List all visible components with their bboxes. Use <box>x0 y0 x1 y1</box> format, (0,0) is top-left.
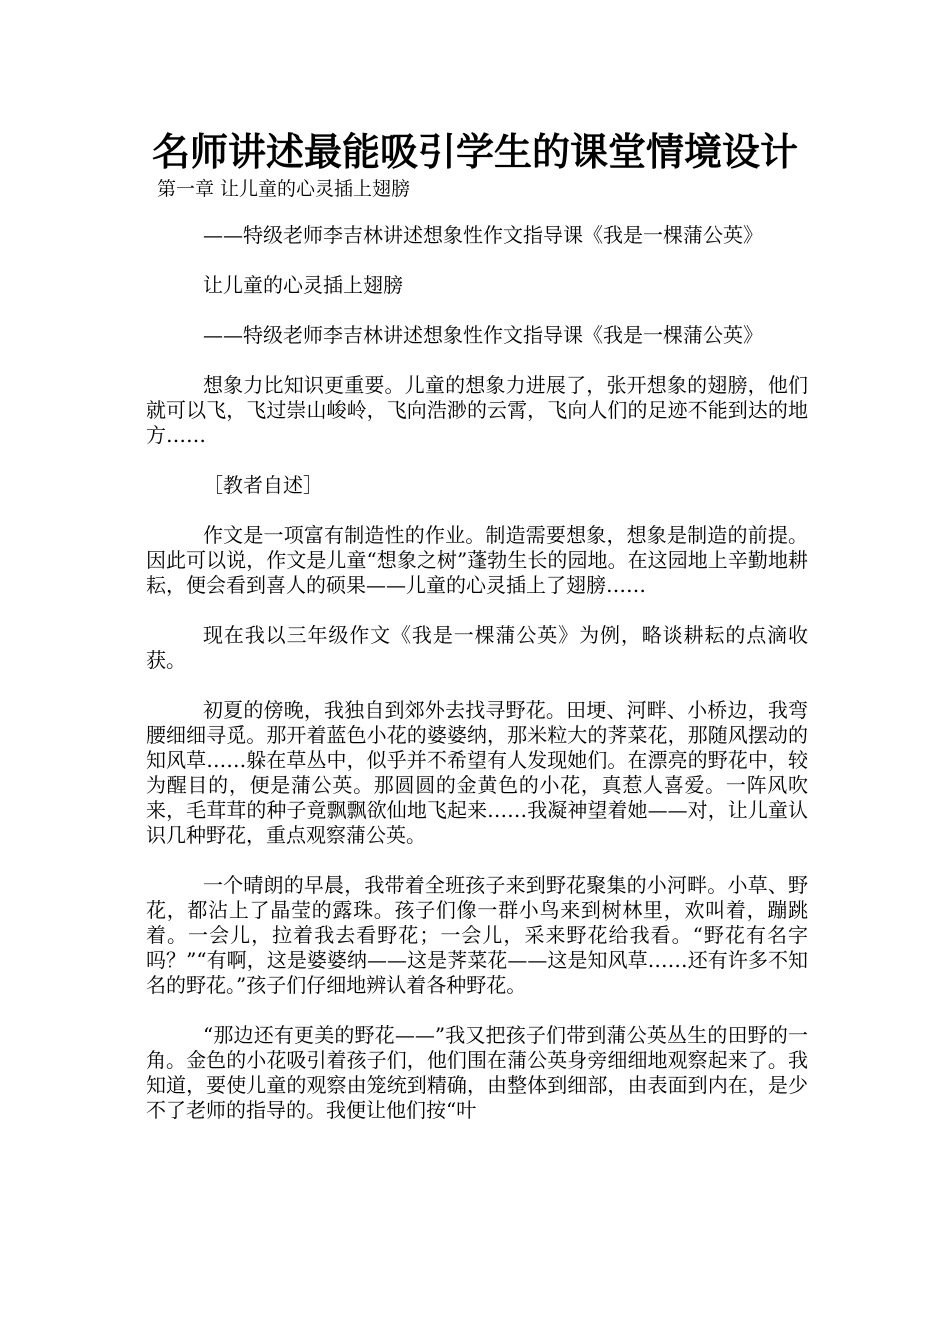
paragraph-body: “那边还有更美的野花——”我又把孩子们带到蒲公英丛生的田野的一角。金色的小花吸引着孩子们，他们围在蒲公英身旁细细地观察起来了。我知道，要使儿童的观察由笼统到精确，由整体到细部，由表面到内在，是少不了老师的指导的。我便让他们按“叶 <box>146 1023 808 1122</box>
document-title: 名师讲述最能吸引学生的课堂情境设计 <box>151 129 798 174</box>
paragraph-intro: 想象力比知识更重要。儿童的想象力进展了，张开想象的翅膀，他们就可以飞，飞过崇山峻岭，飞向浩渺的云霄，飞向人们的足迹不能到达的地方…… <box>146 373 808 447</box>
paragraph-subtitle-repeat: ——特级老师李吉林讲述想象性作文指导课《我是一棵蒲公英》 <box>203 323 763 347</box>
paragraph-body: 作文是一项富有制造性的作业。制造需要想象，想象是制造的前提。因此可以说，作文是儿童“想象之树”蓬勃生长的园地。在这园地上辛勤地耕耘，便会看到喜人的硕果——儿童的心灵插上了翅膀…… <box>146 523 808 597</box>
paragraph-subtitle: ——特级老师李吉林讲述想象性作文指导课《我是一棵蒲公英》 <box>203 223 763 247</box>
paragraph-body: 初夏的傍晚，我独自到郊外去找寻野花。田埂、河畔、小桥边，我弯腰细细寻觅。那开着蓝色小花的婆婆纳，那米粒大的荠菜花，那随风摆动的知风草……躲在草丛中，似乎并不希望有人发现她们。在漂亮的野花中，较为醒目的，便是蒲公英。那圆圆的金黄色的小花，真惹人喜爱。一阵风吹来，毛茸茸的种子竟飘飘欲仙地飞起来……我凝神望着她——对，让儿童认识几种野花，重点观察蒲公英。 <box>146 698 808 847</box>
paragraph-teacher-note: ［教者自述］ <box>203 473 323 497</box>
chapter-heading: 第一章 让儿童的心灵插上翅膀 <box>157 178 411 200</box>
paragraph-body: 现在我以三年级作文《我是一棵蒲公英》为例，略谈耕耘的点滴收获。 <box>146 623 808 672</box>
paragraph-section-title: 让儿童的心灵插上翅膀 <box>203 273 403 297</box>
paragraph-body: 一个晴朗的早晨，我带着全班孩子来到野花聚集的小河畔。小草、野花，都沾上了晶莹的露珠。孩子们像一群小鸟来到树林里，欢叫着，蹦跳着。一会儿，拉着我去看野花；一会儿，采来野花给我看。“野花有名字吗？”“有啊，这是婆婆纳——这是荠菜花——这是知风草……还有许多不知名的野花。”孩子们仔细地辨认着各种野花。 <box>146 873 808 997</box>
document-body <box>146 223 808 1148</box>
